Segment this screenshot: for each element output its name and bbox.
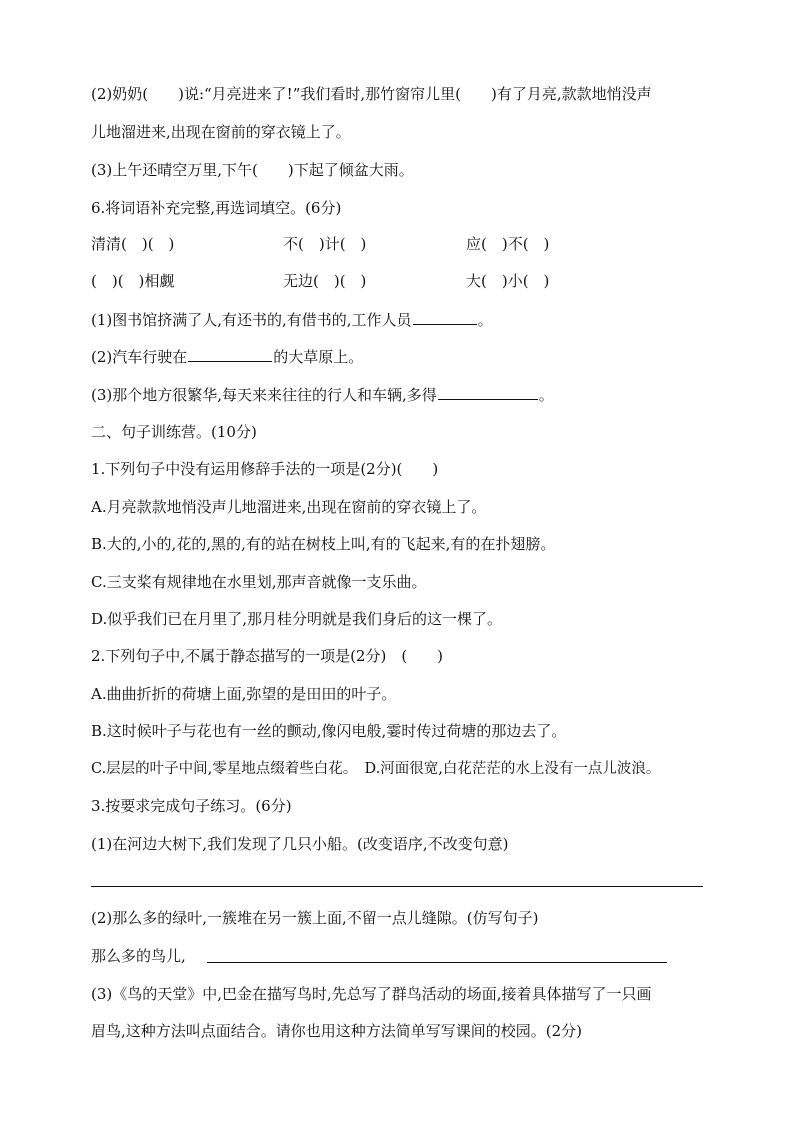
s2-question: 2.下列句子中,不属于静态描写的一项是(2分) ( ) <box>91 647 444 665</box>
q5-item2-line1: (2)奶奶( )说:“月亮进来了!”我们看时,那竹窗帘儿里( )有了月亮,款款地悄没声 <box>91 85 652 103</box>
q6-item2 <box>91 347 363 367</box>
s3-item2: (2)那么多的绿叶,一簇堆在另一簇上面,不留一点儿缝隙。(仿写句子) <box>91 909 539 927</box>
s3-item1: (1)在河边大树下,我们发现了几只小船。(改变语序,不改变句意) <box>91 835 509 853</box>
q6-word-1: 清清( )( ) <box>91 235 175 253</box>
q6-item3-end: 。 <box>538 386 554 404</box>
q6-item1-answer-blank[interactable] <box>413 310 477 325</box>
q6-word-5: 无边( )( ) <box>283 272 367 290</box>
q6-item2-text: (2)汽车行驶在 <box>91 348 188 366</box>
q6-word-6: 大( )小( ) <box>466 272 550 290</box>
s2-option-b: B.这时候叶子与花也有一丝的颤动,像闪电般,霎时传过荷塘的那边去了。 <box>91 722 567 740</box>
q5-item3: (3)上午还晴空万里,下午( )下起了倾盆大雨。 <box>91 161 414 179</box>
q6-word-4: ( )( )相觑 <box>91 272 175 290</box>
s1-option-c: C.三支桨有规律地在水里划,那声音就像一支乐曲。 <box>91 573 427 591</box>
s3-item1-answer-line[interactable] <box>91 886 703 887</box>
q6-item1-text: (1)图书馆挤满了人,有还书的,有借书的,工作人员 <box>91 311 412 329</box>
s3-item3-line1: (3)《鸟的天堂》中,巴金在描写鸟时,先总写了群鸟活动的场面,接着具体描写了一只画 <box>91 985 652 1003</box>
q6-title: 6.将词语补充完整,再选词填空。(6分) <box>91 199 342 217</box>
s1-option-d: D.似乎我们已在月里了,那月桂分明就是我们身后的这一棵了。 <box>91 610 503 628</box>
s1-option-a: A.月亮款款地悄没声儿地溜进来,出现在窗前的穿衣镜上了。 <box>91 498 487 516</box>
q6-item3-answer-blank[interactable] <box>438 385 538 400</box>
q6-item3 <box>91 385 554 405</box>
s3-item2-prefix: 那么多的鸟儿, <box>91 947 186 965</box>
s2-option-a: A.曲曲折折的荷塘上面,弥望的是田田的叶子。 <box>91 685 397 703</box>
s2-option-cd: C.层层的叶子中间,零星地点缀着些白花。 D.河面很宽,白花茫茫的水上没有一点儿波浪。 <box>91 761 661 777</box>
section2-title: 二、句子训练营。(10分) <box>91 423 257 441</box>
s3-item2-answer-row <box>91 946 186 966</box>
q6-item1-end: 。 <box>477 311 493 329</box>
q6-word-3: 应( )不( ) <box>466 235 550 253</box>
q5-item2-line2: 儿地溜进来,出现在窗前的穿衣镜上了。 <box>91 123 351 141</box>
q6-item2-answer-blank[interactable] <box>188 347 272 362</box>
q6-item1 <box>91 310 493 330</box>
s3-title: 3.按要求完成句子练习。(6分) <box>91 797 292 815</box>
s3-item3-line2: 眉鸟,这种方法叫点面结合。请你也用这种方法简单写写课间的校园。(2分) <box>91 1022 583 1040</box>
s1-option-b: B.大的,小的,花的,黑的,有的站在树枝上叫,有的飞起来,有的在扑翅膀。 <box>91 535 556 553</box>
q6-item3-text: (3)那个地方很繁华,每天来来往往的行人和车辆,多得 <box>91 386 437 404</box>
s1-question: 1.下列句子中没有运用修辞手法的一项是(2分)( ) <box>91 460 439 478</box>
q6-item2-end: 的大草原上。 <box>273 348 364 366</box>
s3-item2-answer-line[interactable] <box>207 962 667 963</box>
q6-word-2: 不( )计( ) <box>283 235 367 253</box>
